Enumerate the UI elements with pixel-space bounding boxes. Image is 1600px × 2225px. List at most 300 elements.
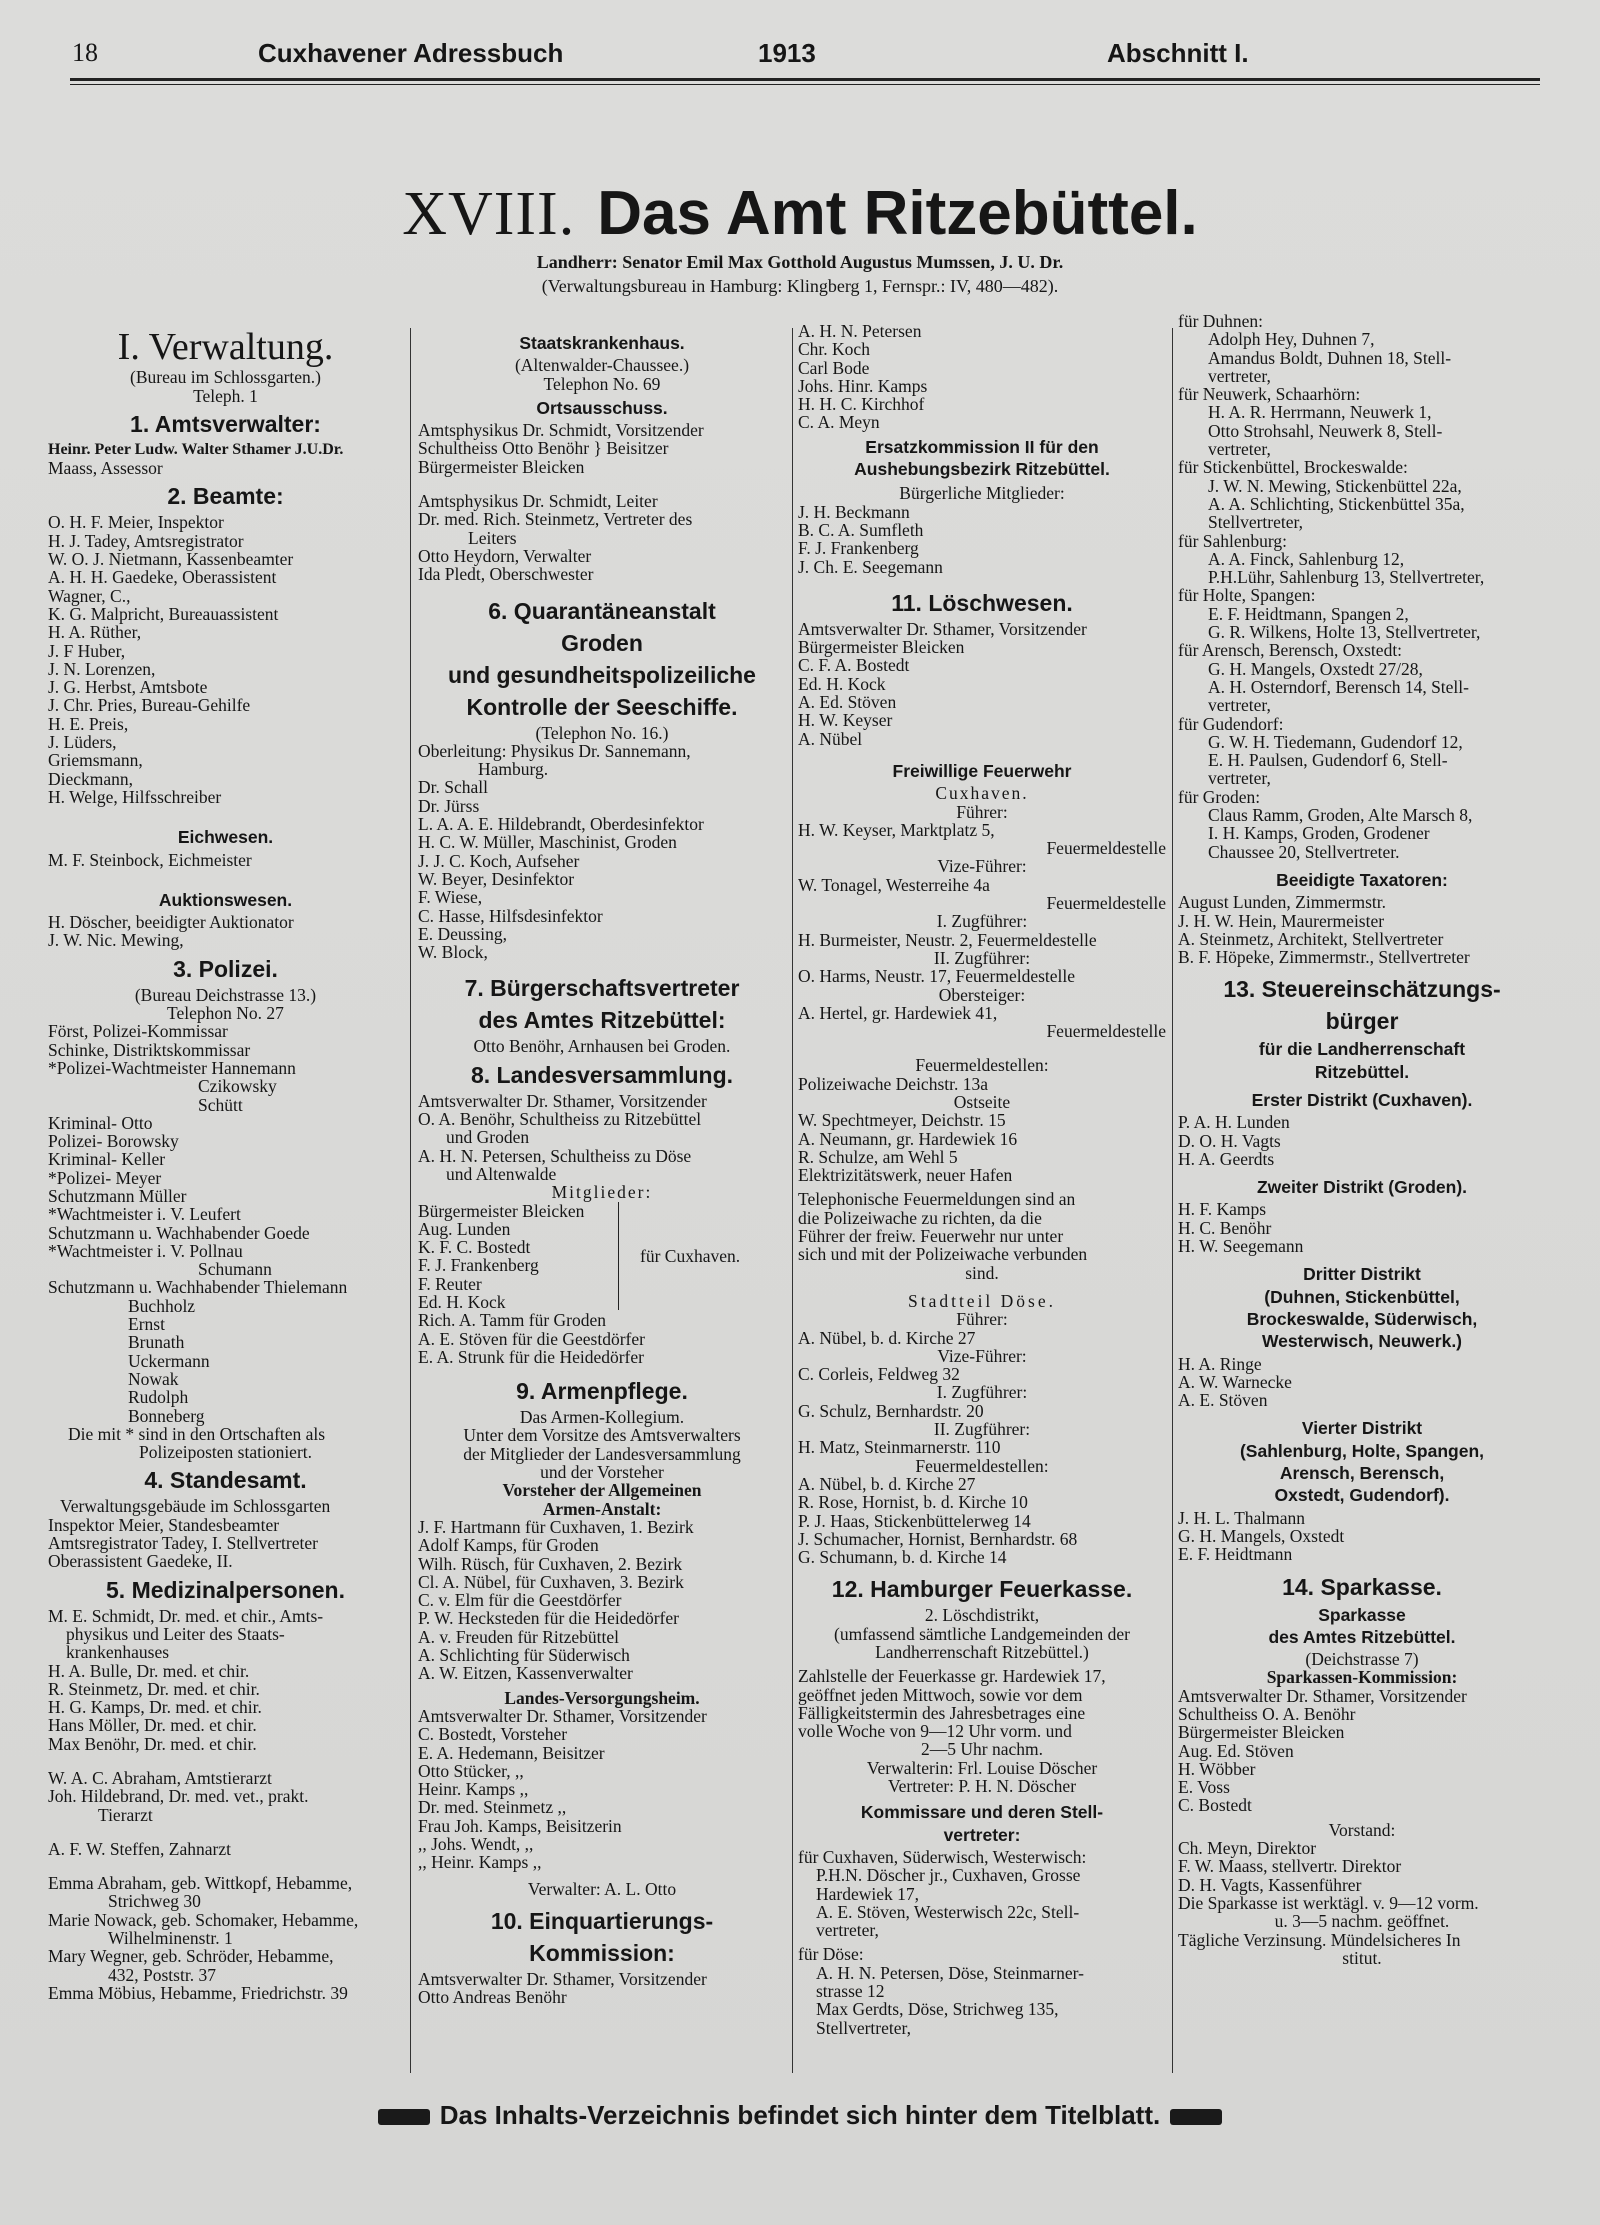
text-line: G. W. H. Tiedemann, Gudendorf 12, — [1208, 731, 1463, 752]
text-line: Otto Benöhr, Arnhausen bei Groden. — [473, 1036, 731, 1057]
text-line: W. A. C. Abraham, Amtstierarzt — [48, 1768, 272, 1788]
pointing-hand-icon — [378, 2109, 430, 2125]
text-line: F. Reuter — [418, 1273, 482, 1294]
section-heading: 6. Quarantäneanstalt — [488, 597, 716, 624]
text-line: C. A. Meyn — [798, 412, 880, 433]
text-line: ,, Johs. Wendt, ,, — [418, 1834, 534, 1854]
text-line: Mary Wegner, geb. Schröder, Hebamme, — [48, 1946, 334, 1967]
text-line: Brunath — [128, 1332, 185, 1353]
year: 1913 — [758, 38, 816, 68]
text-line: J. Chr. Pries, Bureau-Gehilfe — [48, 695, 251, 716]
text-line: Schultheiss Otto Benöhr } Beisitzer — [418, 438, 669, 459]
text-line: J. F Huber, — [48, 640, 126, 661]
text-line: Först, Polizei-Kommissar — [48, 1021, 228, 1042]
text-line: Joh. Hildebrand, Dr. med. vet., prakt. — [48, 1786, 309, 1807]
text-line: Feuermeldestellen: — [915, 1455, 1049, 1476]
text-line: Hamburg. — [478, 759, 549, 780]
text-line: F. Wiese, — [418, 887, 483, 908]
text-line: die Polizeiwache zu richten, da die — [798, 1207, 1042, 1228]
text-line: Feuermeldestelle — [1046, 1021, 1166, 1042]
column-4 — [1178, 312, 1546, 1967]
text-line: für Gudendorf: — [1178, 713, 1284, 734]
text-line: C. Bostedt, Vorsteher — [418, 1724, 568, 1745]
text-line: J. W. Nic. Mewing, — [48, 930, 184, 951]
text-line: für Döse: — [798, 1944, 864, 1965]
text-line: 2. Löschdistrikt, — [924, 1605, 1040, 1626]
text-line: E. H. Paulsen, Gudendorf 6, Stell- — [1208, 750, 1448, 771]
text-line: Elektrizitätswerk, neuer Hafen — [798, 1165, 1013, 1186]
text-line: Stellvertreter, — [816, 2017, 912, 2038]
text-line: Emma Möbius, Hebamme, Friedrichstr. 39 — [48, 1982, 348, 2003]
text-line: vertreter, — [816, 1920, 879, 1941]
text-line: Amtsverwalter Dr. Sthamer, Vorsitzender — [418, 1705, 707, 1726]
text-line: sich und mit der Polizeiwache verbunden — [798, 1244, 1088, 1265]
section-heading: Groden — [561, 629, 643, 656]
section-heading: des Amtes Ritzebüttel: — [478, 1007, 726, 1034]
text-line: Vize-Führer: — [937, 1345, 1027, 1366]
text-line: Polizeiposten stationiert. — [138, 1442, 313, 1463]
text-line: H. A. R. Herrmann, Neuwerk 1, — [1208, 402, 1432, 423]
text-line: G. R. Wilkens, Holte 13, Stellvertreter, — [1208, 622, 1481, 643]
text-line: Wilh. Rüsch, für Cuxhaven, 2. Bezirk — [418, 1553, 683, 1574]
text-line: A. v. Freuden für Ritzebüttel — [418, 1626, 620, 1647]
text-line: Schultheiss O. A. Benöhr — [1178, 1704, 1356, 1724]
text-line: A. W. Warnecke — [1178, 1371, 1292, 1392]
text-line: Schumann — [198, 1259, 272, 1280]
text-line: *Polizei- Meyer — [48, 1167, 162, 1188]
text-line: 432, Poststr. 37 — [108, 1964, 216, 1985]
text-line: Emma Abraham, geb. Wittkopf, Hebamme, — [48, 1873, 353, 1894]
text-line: Hans Möller, Dr. med. et chir. — [48, 1715, 257, 1736]
text-line: Rich. A. Tamm für Groden — [418, 1310, 607, 1331]
text-line: A. Schlichting für Süderwisch — [418, 1645, 630, 1666]
section-heading: Erster Distrikt (Cuxhaven). — [1251, 1089, 1473, 1110]
text-line: Vorsteher der Allgemeinen — [502, 1480, 702, 1501]
text-line: Amandus Boldt, Duhnen 18, Stell- — [1208, 347, 1452, 368]
text-line: Amtsregistrator Tadey, I. Stellvertreter — [48, 1533, 318, 1554]
members-group — [418, 1202, 786, 1312]
text-line: H. Welge, Hilfsschreiber — [48, 786, 222, 807]
text-line: und Altenwalde — [446, 1163, 557, 1184]
section-heading: 4. Standesamt. — [144, 1467, 307, 1494]
text-line: (Bureau Deichstrasse 13.) — [134, 984, 317, 1005]
section-heading: Kontrolle der Seeschiffe. — [466, 693, 738, 720]
text-line: Oberleitung: Physikus Dr. Sannemann, — [418, 740, 691, 761]
section-heading: 2. Beamte: — [167, 483, 284, 510]
text-line: Kriminal- Keller — [48, 1149, 166, 1170]
section-heading: Arensch, Berensch, — [1279, 1463, 1445, 1484]
text-line: A. H. N. Petersen, Döse, Steinmarner- — [816, 1962, 1084, 1983]
text-line: A. A. Schlichting, Stickenbüttel 35a, — [1208, 493, 1465, 514]
column-2 — [418, 328, 786, 2006]
section-heading: 12. Hamburger Feuerkasse. — [831, 1576, 1133, 1603]
text-line: Amtsverwalter Dr. Sthamer, Vorsitzender — [418, 1968, 707, 1989]
column-rule — [1172, 328, 1173, 2073]
text-line: Bürgermeister Bleicken — [798, 637, 965, 658]
text-line: H. Döscher, beeidigter Auktionator — [48, 912, 294, 933]
section-heading: Dritter Distrikt — [1303, 1264, 1421, 1285]
title-number: XVIII. — [402, 180, 576, 248]
text-line: J. W. N. Mewing, Stickenbüttel 22a, — [1208, 475, 1462, 496]
text-line: Tägliche Verzinsung. Mündelsicheres In — [1178, 1929, 1461, 1950]
text-line: Bürgerliche Mitglieder: — [899, 483, 1065, 504]
text-line: Fälligkeitstermin des Jahresbetrages eine — [798, 1702, 1086, 1723]
section-heading: Westerwisch, Neuwerk.) — [1261, 1331, 1463, 1352]
text-line: Ed. H. Kock — [418, 1291, 506, 1312]
text-line: sind. — [965, 1262, 999, 1283]
text-line: 2—5 Uhr nachm. — [921, 1739, 1043, 1760]
text-line: physikus und Leiter des Staats- — [66, 1623, 285, 1644]
text-line: O. A. Benöhr, Schultheiss zu Ritzebüttel — [418, 1109, 702, 1130]
text-line: Otto Heydorn, Verwalter — [418, 545, 592, 566]
text-line: K. G. Malpricht, Bureauassistent — [48, 603, 279, 624]
text-line: E. F. Heidtmann, Spangen 2, — [1208, 603, 1409, 624]
text-line: *Wachtmeister i. V. Leufert — [48, 1204, 241, 1225]
section-heading: Aushebungsbezirk Ritzebüttel. — [854, 459, 1110, 480]
text-line: Die Sparkasse ist werktägl. v. 9—12 vorm. — [1178, 1892, 1479, 1913]
section-heading: Sparkasse — [1318, 1604, 1406, 1625]
text-line: I. Zugführer: — [936, 911, 1028, 932]
text-line: Inspektor Meier, Standesbeamter — [48, 1514, 280, 1535]
text-line: Heinr. Kamps ,, — [418, 1779, 529, 1800]
text-line: A. Nübel, b. d. Kirche 27 — [798, 1473, 976, 1494]
text-line: A. H. Osterndorf, Berensch 14, Stell- — [1208, 676, 1469, 697]
text-line: G. H. Mangels, Oxstedt — [1178, 1525, 1345, 1546]
text-line: Adolph Hey, Duhnen 7, — [1208, 329, 1375, 350]
text-line: Schütt — [198, 1094, 243, 1115]
text-line: Schutzmann u. Wachhabender Thielemann — [48, 1277, 348, 1298]
text-line: Mitglieder: — [551, 1182, 653, 1203]
text-line: Ostseite — [953, 1091, 1011, 1112]
text-line: J. H. Beckmann — [798, 501, 910, 522]
text-line: P. W. Hecksteden für die Heidedörfer — [418, 1608, 679, 1629]
text-line: C. Corleis, Feldweg 32 — [798, 1364, 960, 1385]
text-line: Vize-Führer: — [937, 856, 1027, 877]
text-line: Amtsverwalter Dr. Sthamer, Vorsitzender — [418, 1090, 707, 1111]
text-line: geöffnet jeden Mittwoch, sowie vor dem — [798, 1684, 1083, 1705]
column-1 — [48, 326, 403, 2003]
text-line: Carl Bode — [798, 357, 870, 378]
text-line: H. A. Rüther, — [48, 622, 142, 643]
text-line: C. v. Elm für die Geestdörfer — [418, 1590, 622, 1611]
section-heading: 5. Medizinalpersonen. — [106, 1576, 345, 1603]
text-line: A. E. Stöven — [1178, 1390, 1268, 1411]
text-line: Telephon No. 69 — [543, 373, 661, 394]
section-heading: Ersatzkommission II für den — [865, 436, 1099, 457]
text-line: Chr. Koch — [798, 339, 870, 360]
text-line: Claus Ramm, Groden, Alte Marsch 8, — [1208, 805, 1473, 826]
text-line: Oberassistent Gaedeke, II. — [48, 1551, 233, 1572]
text-line: Strichweg 30 — [108, 1891, 201, 1912]
text-line: II. Zugführer: — [933, 947, 1031, 968]
text-line: Stellvertreter, — [1208, 512, 1304, 533]
text-line: ,, Heinr. Kamps ,, — [418, 1852, 542, 1873]
section-heading: Kommissare und deren Stell- — [860, 1802, 1104, 1823]
text-line: A. E. Stöven für die Geestdörfer — [418, 1328, 645, 1349]
text-line: vertreter, — [1208, 365, 1271, 386]
text-line: u. 3—5 nachm. geöffnet. — [1274, 1911, 1450, 1932]
text-line: A. Ed. Stöven — [798, 692, 897, 713]
text-line: Teleph. 1 — [193, 385, 258, 406]
text-line: H. Matz, Steinmarnerstr. 110 — [798, 1437, 1001, 1458]
text-line: Czikowsky — [198, 1076, 277, 1097]
text-line: A. E. Stöven, Westerwisch 22c, Stell- — [816, 1901, 1080, 1922]
text-line: H. A. Geerdts — [1178, 1148, 1275, 1169]
text-line: Das Armen-Kollegium. — [519, 1407, 685, 1428]
text-line: M. E. Schmidt, Dr. med. et chir., Amts- — [48, 1605, 324, 1626]
text-line: Griemsmann, — [48, 750, 143, 771]
section-heading: 7. Bürgerschaftsvertreter — [464, 975, 740, 1002]
text-line: Johs. Hinr. Kamps — [798, 375, 928, 396]
text-line: C. Hasse, Hilfsdesinfektor — [418, 905, 603, 926]
text-line: Stadtteil Döse. — [907, 1290, 1057, 1311]
section-heading: (Sahlenburg, Holte, Spangen, — [1239, 1440, 1485, 1461]
brace — [618, 1202, 619, 1310]
text-line: für Stickenbüttel, Brockeswalde: — [1178, 457, 1408, 478]
text-line: H. C. W. Müller, Maschinist, Groden — [418, 832, 677, 853]
text-line: A. W. Eitzen, Kassenverwalter — [418, 1663, 633, 1684]
text-line: P.H.N. Döscher jr., Cuxhaven, Grosse — [816, 1865, 1081, 1886]
text-line: und Groden — [446, 1127, 530, 1148]
section-heading: 3. Polizei. — [173, 955, 278, 982]
text-line: vertreter, — [1208, 439, 1271, 460]
text-line: A. H. H. Gaedeke, Oberassistent — [48, 567, 277, 588]
text-line: P. A. H. Lunden — [1178, 1112, 1290, 1133]
text-line: (Bureau im Schlossgarten.) — [130, 367, 321, 388]
text-line: H. H. C. Kirchhof — [798, 394, 925, 415]
section-heading: Freiwillige Feuerwehr — [892, 760, 1072, 781]
text-line: Vorstand: — [1328, 1819, 1396, 1840]
section-heading: Staatskrankenhaus. — [519, 333, 685, 353]
text-line: J. Lüders, — [48, 732, 117, 753]
text-line: Aug. Lunden — [418, 1218, 511, 1239]
text-line: C. Bostedt — [1178, 1795, 1252, 1816]
text-line: Max Gerdts, Döse, Strichweg 135, — [816, 1999, 1059, 2020]
text-line: H. C. Benöhr — [1178, 1217, 1272, 1238]
section-heading: 14. Sparkasse. — [1282, 1573, 1442, 1600]
bureau-line: (Verwaltungsbureau in Hamburg: Klingberg 1, Fernspr.: IV, 480—482). — [541, 276, 1059, 296]
text-line: Rudolph — [128, 1387, 189, 1408]
text-line: G. Schulz, Bernhardstr. 20 — [798, 1400, 984, 1421]
section-heading: 10. Einquartierungs- — [490, 1907, 714, 1934]
text-line: Ida Pledt, Oberschwester — [418, 564, 594, 585]
text-line: R. Rose, Hornist, b. d. Kirche 10 — [798, 1492, 1028, 1513]
text-line: Otto Strohsahl, Neuwerk 8, Stell- — [1208, 420, 1443, 441]
text-line: O. Harms, Neustr. 17, Feuermeldestelle — [798, 966, 1076, 987]
text-line: A. A. Finck, Sahlenburg 12, — [1208, 548, 1405, 569]
text-line: Heinr. Peter Ludw. Walter Sthamer J.U.Dr. — [48, 440, 344, 458]
text-line: D. O. H. Vagts — [1178, 1130, 1281, 1151]
text-line: Feuermeldestelle — [1046, 838, 1166, 859]
text-line: R. Steinmetz, Dr. med. et chir. — [48, 1678, 260, 1699]
text-line: Amtsverwalter Dr. Sthamer, Vorsitzender — [1178, 1685, 1467, 1706]
section-heading: Ritzebüttel. — [1314, 1061, 1410, 1082]
column-3 — [798, 322, 1166, 2037]
text-line: E. Deussing, — [418, 923, 507, 944]
text-line: Führer: — [956, 801, 1008, 822]
text-line: Schutzmann u. Wachhabender Goede — [48, 1222, 310, 1243]
text-line: A. H. N. Petersen — [798, 321, 922, 341]
text-line: Armen-Anstalt: — [542, 1498, 662, 1519]
text-line: (Altenwalder-Chaussee.) — [514, 355, 690, 376]
book-title: Cuxhavener Adressbuch — [258, 38, 564, 68]
text-line: F. W. Maass, stellvertr. Direktor — [1178, 1856, 1402, 1877]
text-line: L. A. A. E. Hildebrandt, Oberdesinfektor — [418, 814, 704, 835]
text-line: Verwalterin: Frl. Louise Döscher — [866, 1757, 1098, 1778]
header-rule — [70, 78, 1540, 81]
text-line: *Wachtmeister i. V. Pollnau — [48, 1240, 243, 1261]
text-line: Polizeiwache Deichstr. 13a — [798, 1073, 989, 1094]
text-line: (Telephon No. 16.) — [535, 722, 669, 743]
text-line: für Sahlenburg: — [1178, 530, 1288, 551]
section-heading: vertreter: — [943, 1824, 1021, 1845]
text-line: Bürgermeister Bleicken — [418, 1200, 585, 1221]
text-line: Adolf Kamps, für Groden — [418, 1535, 599, 1556]
text-line: *Polizei-Wachtmeister Hannemann — [48, 1057, 296, 1078]
text-line: Buchholz — [128, 1295, 196, 1316]
text-line: Die mit * sind in den Ortschaften als — [68, 1423, 326, 1444]
text-line: für Cuxhaven. — [640, 1245, 741, 1266]
text-line: W. Tonagel, Westerreihe 4a — [798, 874, 990, 895]
text-line: Cl. A. Nübel, für Cuxhaven, 3. Bezirk — [418, 1571, 684, 1592]
text-line: A. Steinmetz, Architekt, Stellvertreter — [1178, 928, 1444, 949]
text-line: K. F. C. Bostedt — [418, 1237, 531, 1258]
text-line: W. Spechtmeyer, Deichstr. 15 — [798, 1110, 1006, 1131]
section-heading: Eichwesen. — [177, 827, 274, 848]
text-line: G. H. Mangels, Oxstedt 27/28, — [1208, 658, 1423, 679]
text-line: August Lunden, Zimmermstr. — [1178, 892, 1387, 913]
text-line: J. Schumacher, Hornist, Bernhardstr. 68 — [798, 1528, 1078, 1549]
text-line: A. Hertel, gr. Hardewiek 41, — [798, 1002, 998, 1023]
text-line: Bürgermeister Bleicken — [418, 456, 585, 477]
text-line: Obersteiger: — [938, 984, 1026, 1005]
text-line: Bürgermeister Bleicken — [1178, 1722, 1345, 1743]
page-title — [0, 178, 1600, 250]
text-line: der Mitglieder der Landesversammlung — [463, 1443, 741, 1464]
section-heading: (Duhnen, Stickenbüttel, — [1264, 1286, 1460, 1307]
section-heading: und gesundheitspolizeiliche — [448, 661, 756, 688]
text-line: J. H. L. Thalmann — [1178, 1507, 1306, 1528]
footer-note — [0, 2100, 1600, 2131]
text-line: für Neuwerk, Schaarhörn: — [1178, 384, 1361, 405]
header-rule-thin — [70, 84, 1540, 85]
text-line: I. Zugführer: — [936, 1382, 1028, 1403]
text-line: C. F. A. Bostedt — [798, 655, 910, 676]
text-line: II. Zugführer: — [933, 1419, 1031, 1440]
text-line: strasse 12 — [816, 1981, 885, 2002]
text-line: J. N. Lorenzen, — [48, 658, 156, 679]
section-heading: Oxstedt, Gudendorf). — [1274, 1485, 1450, 1506]
text-line: Führer der freiw. Feuerwehr nur unter — [798, 1226, 1064, 1247]
pointing-hand-icon — [1170, 2109, 1222, 2125]
text-line: Wilhelminenstr. 1 — [108, 1928, 233, 1949]
text-line: Ernst — [128, 1314, 165, 1335]
section-heading: Vierter Distrikt — [1301, 1418, 1423, 1439]
section-heading: Kommission: — [529, 1939, 675, 1966]
text-line: vertreter, — [1208, 695, 1271, 716]
text-line: Leiters — [468, 527, 517, 548]
text-line: Schinke, Distriktskommissar — [48, 1039, 251, 1060]
text-line: H. W. Seegemann — [1178, 1236, 1304, 1257]
section-heading: für die Landherrenschaft — [1258, 1039, 1466, 1060]
text-line: E. Voss — [1178, 1777, 1230, 1798]
text-line: A. H. N. Petersen, Schultheiss zu Döse — [418, 1145, 692, 1166]
text-line: Dr. med. Rich. Steinmetz, Vertreter des — [418, 509, 693, 530]
text-line: und der Vorsteher — [540, 1462, 664, 1483]
text-line: H. W. Keyser, Marktplatz 5, — [798, 819, 995, 840]
text-line: H. G. Kamps, Dr. med. et chir. — [48, 1697, 262, 1718]
text-line: (umfassend sämtliche Landgemeinden der — [834, 1623, 1130, 1644]
text-line: B. F. Höpeke, Zimmermstr., Stellvertreter — [1178, 947, 1470, 968]
text-line: für Duhnen: — [1178, 311, 1264, 331]
text-line: Vertreter: P. H. N. Döscher — [887, 1776, 1077, 1797]
section-heading: bürger — [1325, 1008, 1399, 1035]
text-line: P. J. Haas, Stickenbüttelerweg 14 — [798, 1510, 1031, 1531]
text-line: Uckermann — [128, 1350, 210, 1371]
section-heading: 8. Landesversammlung. — [470, 1061, 734, 1088]
text-line: W. Beyer, Desinfektor — [418, 868, 575, 889]
text-line: F. J. Frankenberg — [798, 538, 919, 559]
text-line: für Holte, Spangen: — [1178, 585, 1316, 606]
text-line: Ch. Meyn, Direktor — [1178, 1838, 1317, 1859]
text-line: Dr. Schall — [418, 777, 488, 798]
text-line: Landherrenschaft Ritzebüttel.) — [875, 1642, 1089, 1662]
text-line: Frau Joh. Kamps, Beisitzerin — [418, 1815, 622, 1836]
text-line: H. W. Keyser — [798, 710, 893, 731]
text-line: G. Schumann, b. d. Kirche 14 — [798, 1547, 1007, 1568]
text-line: Amtsphysikus Dr. Schmidt, Leiter — [418, 491, 658, 512]
text-line: R. Schulze, am Wehl 5 — [798, 1146, 958, 1167]
text-line: I. H. Kamps, Groden, Grodener — [1208, 823, 1430, 844]
text-line: Bonneberg — [128, 1405, 205, 1426]
text-line: H. A. Bulle, Dr. med. et chir. — [48, 1660, 250, 1681]
section-heading: I. Verwaltung. — [117, 326, 334, 368]
text-line: W. Block, — [418, 942, 488, 963]
text-line: J. H. W. Hein, Maurermeister — [1178, 910, 1385, 931]
text-line: A. Nübel — [798, 728, 863, 749]
text-line: H. Wöbber — [1178, 1758, 1256, 1779]
text-line: Führer: — [956, 1309, 1008, 1330]
text-line: Amtsverwalter Dr. Sthamer, Vorsitzender — [798, 618, 1087, 639]
text-line: Tierarzt — [98, 1804, 153, 1825]
text-line: J. F. Hartmann für Cuxhaven, 1. Bezirk — [418, 1516, 694, 1537]
section-heading: 13. Steuereinschätzungs- — [1223, 976, 1501, 1003]
text-line: E. A. Hedemann, Beisitzer — [418, 1742, 605, 1763]
text-line: H. J. Tadey, Amtsregistrator — [48, 530, 244, 551]
text-line: P.H.Lühr, Sahlenburg 13, Stellvertreter, — [1208, 567, 1485, 588]
section-label: Abschnitt I. — [1107, 38, 1249, 68]
text-line: Sparkassen-Kommission: — [1266, 1667, 1458, 1688]
text-line: Zahlstelle der Feuerkasse gr. Hardewiek 17, — [798, 1666, 1106, 1687]
text-line: J. G. Herbst, Amtsbote — [48, 677, 208, 698]
text-line: Aug. Ed. Stöven — [1178, 1740, 1294, 1761]
text-line: Feuermeldestellen: — [915, 1055, 1049, 1076]
text-line: H. Burmeister, Neustr. 2, Feuermeldestelle — [798, 929, 1097, 950]
text-line: Chaussee 20, Stellvertreter. — [1208, 841, 1400, 862]
text-line: F. J. Frankenberg — [418, 1255, 539, 1276]
text-line: A. Neumann, gr. Hardewiek 16 — [798, 1128, 1018, 1149]
text-line: Feuermeldestelle — [1046, 893, 1166, 914]
text-line: Marie Nowack, geb. Schomaker, Hebamme, — [48, 1909, 359, 1930]
text-line: E. F. Heidtmann — [1178, 1544, 1293, 1565]
section-heading: Ortsausschuss. — [536, 397, 668, 418]
section-heading: 11. Löschwesen. — [891, 589, 1073, 616]
text-line: Dr. Jürss — [418, 795, 480, 816]
text-line: für Arensch, Berensch, Oxstedt: — [1178, 640, 1403, 661]
text-line: Wagner, C., — [48, 585, 131, 606]
column-rule — [410, 328, 411, 2073]
title-text: Das Amt Ritzebüttel. — [597, 179, 1198, 248]
